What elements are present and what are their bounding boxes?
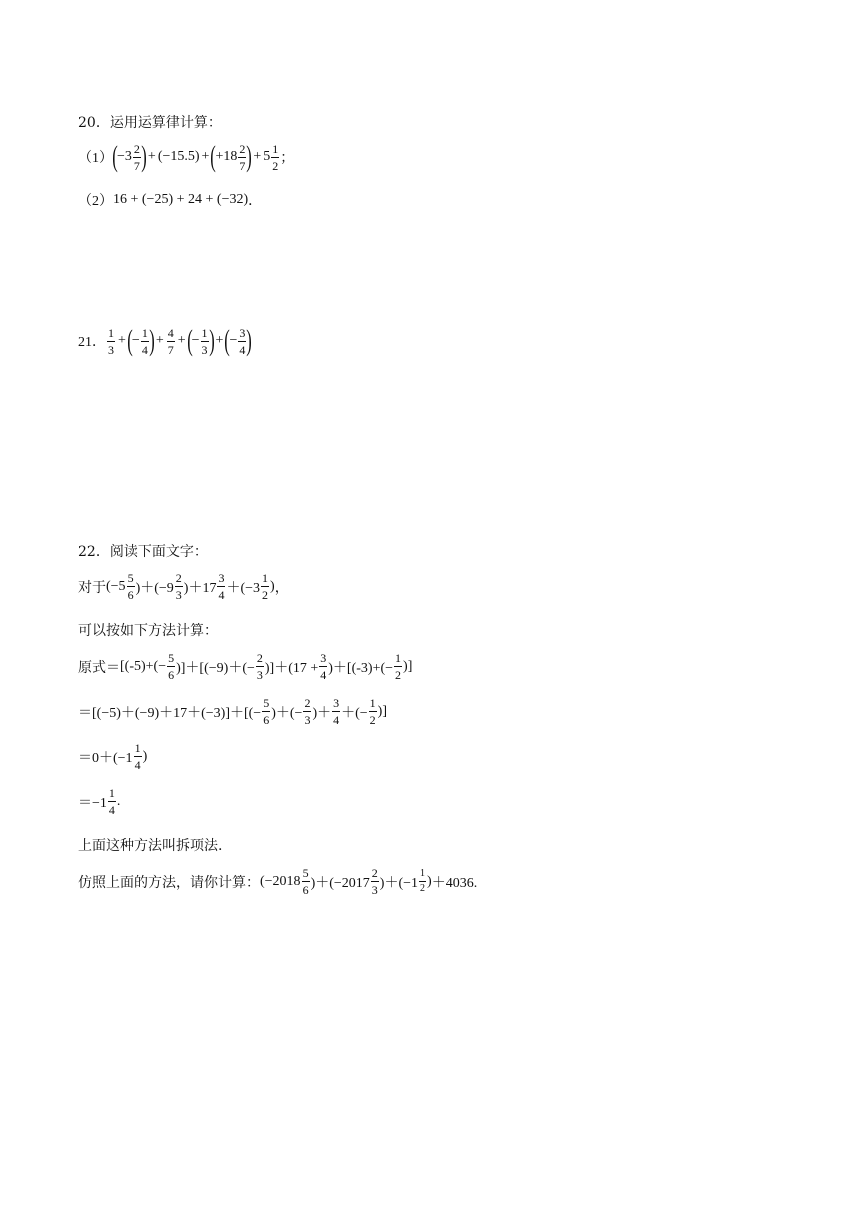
q22-method xyxy=(78,620,218,640)
fraction: $\frac{3}{4}$ xyxy=(320,651,327,682)
q22-step3: ＝0＋(−1 $\frac{1}{4}$ ) xyxy=(78,741,148,772)
q20-p1-end: ； xyxy=(280,151,295,166)
q22-intro-text: 对于 xyxy=(78,580,106,596)
fraction: $\frac{5}{6}$ xyxy=(263,696,270,727)
q22-step4-end: . xyxy=(116,793,121,809)
q22-step4-text: ＝−1 xyxy=(78,795,107,811)
q21-label: 21． xyxy=(78,335,106,350)
q22-header-text: 22．阅读下面文字： xyxy=(78,544,208,560)
fraction: $\frac{1}{2}$ xyxy=(272,141,279,173)
fraction: $\frac{5}{6}$ xyxy=(302,866,309,897)
q22-method-text: 可以按如下方法计算： xyxy=(78,623,218,639)
q22-header xyxy=(78,541,208,561)
q22-step2: ＝[(−5)＋(−9)＋17＋(−3)]＋[(− $\frac{5}{6}$ )＋(− $\frac{2}{3}$ )＋ $\frac{3}{4}$ ＋(− $\frac{1}{2}$ )] xyxy=(78,696,387,727)
q20-p2-expr: 16 + (−25) + 24 + (−32) xyxy=(113,192,249,207)
fraction: $\frac{1}{4}$ xyxy=(141,325,148,357)
q20-p2-label: （2） xyxy=(78,194,113,209)
q20-part1: （1） ( −3 $\frac{2}{7}$ ) + (−15.5) + ( +18 $\frac{2}{7}$ ) + 5 $\frac{1}{2}$ ； xyxy=(78,140,295,173)
fraction: $\frac{2}{7}$ xyxy=(239,141,246,173)
q22-conclusion xyxy=(78,835,222,855)
q21-expression: 21． $\frac{1}{3}$ + ( − $\frac{1}{4}$ ) + $\frac{4}{7}$ + ( − $\frac{1}{3}$ ) + ( − $\frac{3}{4}$ ) xyxy=(78,324,253,357)
fraction: $\frac{1}{2}$ xyxy=(369,696,376,727)
q22-task: 仿照上面的方法，请你计算： (−2018 $\frac{5}{6}$ )＋(−2017 $\frac{2}{3}$ )＋(−1 $\frac{1}{2}$ ) ＋4036. xyxy=(78,866,478,897)
fraction: $\frac{3}{4}$ xyxy=(333,696,340,727)
fraction: $\frac{4}{7}$ xyxy=(167,325,174,357)
q22-task-prefix: 仿照上面的方法，请你计算： xyxy=(78,875,260,891)
fraction: $\frac{2}{7}$ xyxy=(133,141,140,173)
fraction: $\frac{5}{6}$ xyxy=(127,571,134,602)
fraction: $\frac{1}{2}$ xyxy=(395,651,402,682)
fraction: $\frac{2}{3}$ xyxy=(175,571,182,602)
q20-header-text: 20．运用运算律计算： xyxy=(78,115,222,131)
q22-step1: 原式＝ [(-5)+(− $\frac{5}{6}$ )]＋[(−9)＋(− $\frac{2}{3}$ )]＋(17 + $\frac{3}{4}$ )＋[(-3)+(− $\frac{1}{2}$ )] xyxy=(78,651,413,682)
q22-step1-prefix: 原式＝ xyxy=(78,660,120,676)
fraction: $\frac{1}{4}$ xyxy=(134,741,141,772)
fraction: $\frac{2}{3}$ xyxy=(256,651,263,682)
fraction: $\frac{1}{4}$ xyxy=(108,786,115,817)
fraction: $\frac{5}{6}$ xyxy=(168,651,175,682)
q20-part2 xyxy=(78,190,262,210)
q22-intro-end: ， xyxy=(274,580,289,596)
fraction: $\frac{2}{3}$ xyxy=(371,866,378,897)
q22-step4 xyxy=(78,787,120,816)
q22-intro: 对于 (−5 $\frac{5}{6}$ )＋(−9 $\frac{2}{3}$ )＋17 $\frac{3}{4}$ ＋(−3 $\frac{1}{2}$ ) ， xyxy=(78,571,289,602)
fraction: $\frac{1}{3}$ xyxy=(108,325,114,357)
fraction: $\frac{3}{4}$ xyxy=(239,325,246,357)
q20-header xyxy=(78,112,222,132)
fraction: $\frac{3}{4}$ xyxy=(218,571,225,602)
fraction: $\frac{1}{2}$ xyxy=(262,571,269,602)
q20-p1-label: （1） xyxy=(78,151,113,166)
q22-task-end: ＋4036. xyxy=(431,875,478,891)
fraction: $\frac{2}{3}$ xyxy=(304,696,311,727)
q22-conclusion-text: 上面这种方法叫拆项法. xyxy=(78,838,223,854)
q20-p2-end: ． xyxy=(248,194,263,209)
fraction: $\frac{1}{2}$ xyxy=(420,868,426,894)
fraction: $\frac{1}{3}$ xyxy=(201,325,208,357)
